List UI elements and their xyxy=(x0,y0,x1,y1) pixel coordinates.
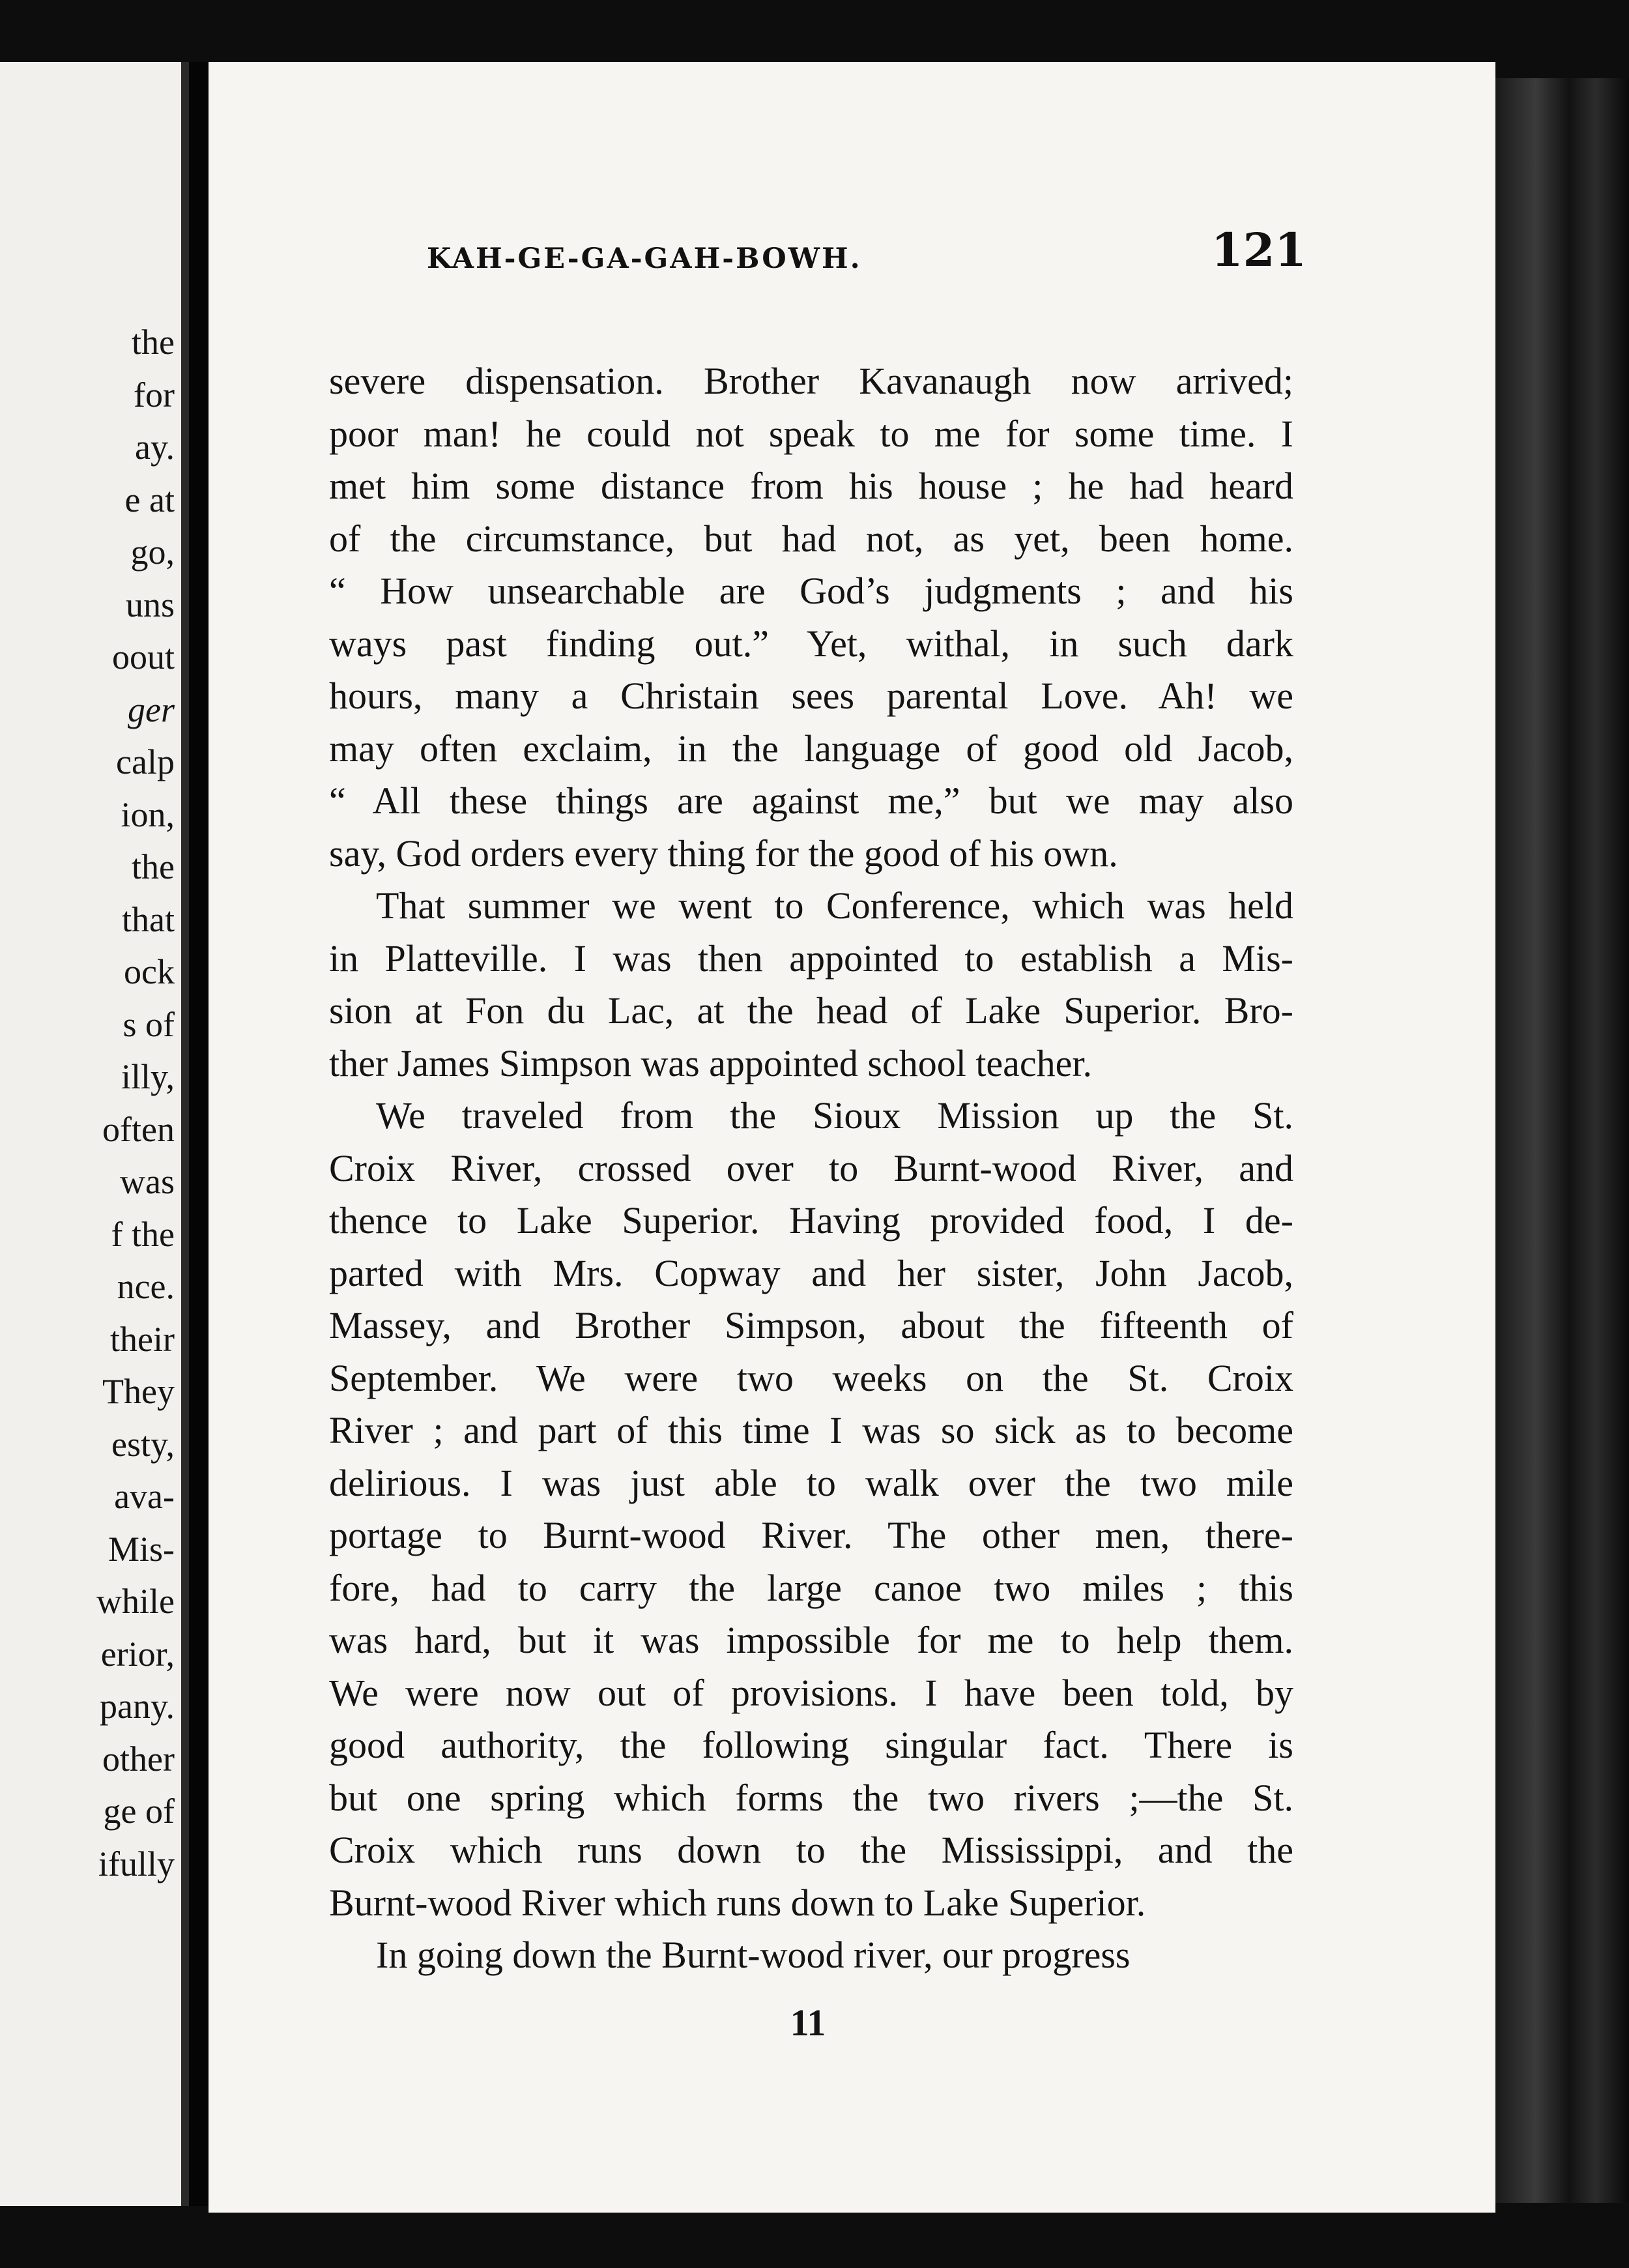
text-line: hours, many a Christain sees parental Love. Ah! we xyxy=(329,675,1293,717)
text-line: We traveled from the Sioux Mission up the St. xyxy=(376,1094,1293,1137)
left-page-line: erior, xyxy=(100,1634,175,1674)
left-page-line: ay. xyxy=(135,428,175,467)
text-line: severe dispensation. Brother Kavanaugh now arrived; xyxy=(329,360,1293,402)
text-line: Croix River, crossed over to Burnt-wood River, and xyxy=(329,1146,1293,1189)
left-page-line: uns xyxy=(125,585,175,624)
text-line: “ All these things are against me,” but we may also xyxy=(329,779,1293,822)
left-page-line: pany. xyxy=(100,1687,175,1726)
text-line: Burnt-wood River which runs down to Lake Superior. xyxy=(329,1881,1146,1924)
text-line: Croix which runs down to the Mississippi, and the xyxy=(329,1829,1293,1871)
left-page-line: Mis- xyxy=(108,1529,175,1569)
text-line: We were now out of provisions. I have been told, by xyxy=(329,1671,1293,1714)
left-page-line: the xyxy=(132,847,175,886)
left-page-fragment xyxy=(0,62,189,2206)
text-line: fore, had to carry the large canoe two miles ; this xyxy=(329,1566,1293,1609)
text-line: good authority, the following singular fact. There is xyxy=(329,1724,1293,1766)
book-gutter xyxy=(189,62,209,2206)
text-line: September. We were two weeks on the St. Croix xyxy=(329,1356,1293,1399)
text-line: poor man! he could not speak to me for some time. I xyxy=(329,412,1293,455)
left-page-line: for xyxy=(134,375,175,414)
signature-mark: 11 xyxy=(790,2001,826,2044)
left-page-line: illy, xyxy=(121,1057,175,1096)
text-line: parted with Mrs. Copway and her sister, John Jacob, xyxy=(329,1251,1293,1294)
left-page-line: was xyxy=(120,1162,175,1201)
text-line: That summer we went to Conference, which was held xyxy=(376,884,1293,927)
text-line: may often exclaim, in the language of good old Jacob, xyxy=(329,727,1293,770)
body-text xyxy=(329,355,1293,1982)
left-page-line: esty, xyxy=(111,1424,175,1464)
left-page-line: their xyxy=(110,1319,175,1359)
left-page-line: They xyxy=(102,1372,175,1411)
text-line: portage to Burnt-wood River. The other men, there- xyxy=(329,1514,1293,1556)
text-line: sion at Fon du Lac, at the head of Lake Superior. Bro- xyxy=(329,989,1293,1032)
left-page-line: ion, xyxy=(121,794,175,834)
page-stack-edge xyxy=(1495,78,1629,2203)
left-page-line: that xyxy=(122,899,175,939)
left-page-line: oout xyxy=(111,637,175,676)
text-line: say, God orders every thing for the good of his own. xyxy=(329,832,1118,875)
left-page-line: calp xyxy=(116,742,175,781)
text-line: but one spring which forms the two rivers ;—the St. xyxy=(329,1776,1293,1819)
left-page-line: ger xyxy=(128,690,175,729)
text-line: ways past finding out.” Yet, withal, in such dark xyxy=(329,622,1293,665)
text-line: was hard, but it was impossible for me to help them. xyxy=(329,1619,1293,1661)
text-line: ther James Simpson was appointed school teacher. xyxy=(329,1041,1093,1084)
left-page-line: ock xyxy=(124,952,175,991)
left-page-line: nce. xyxy=(117,1267,175,1306)
left-page-line: e at xyxy=(124,480,175,519)
text-line: River ; and part of this time I was so sick as to become xyxy=(329,1409,1293,1451)
left-page-line: ge of xyxy=(103,1792,175,1831)
text-line: In going down the Burnt-wood river, our progress xyxy=(376,1934,1131,1976)
text-line: met him some distance from his house ; he had heard xyxy=(329,465,1293,507)
left-page-line: ifully xyxy=(98,1844,175,1883)
text-line: delirious. I was just able to walk over the two mile xyxy=(329,1461,1293,1504)
left-page-line: ava- xyxy=(114,1477,175,1516)
text-line: in Platteville. I was then appointed to establish a Mis- xyxy=(329,937,1293,980)
left-page-line: while xyxy=(96,1582,175,1621)
left-page-edge xyxy=(181,62,189,2206)
text-line: Massey, and Brother Simpson, about the fifteenth of xyxy=(329,1304,1293,1346)
text-line: thence to Lake Superior. Having provided food, I de- xyxy=(329,1199,1293,1242)
running-head xyxy=(427,223,1306,288)
left-page-line: go, xyxy=(130,532,175,572)
page-number: 121 xyxy=(1211,223,1306,277)
text-line: “ How unsearchable are God’s judgments ; and his xyxy=(329,570,1293,612)
text-line: of the circumstance, but had not, as yet, been home. xyxy=(329,517,1293,560)
left-page-line: f the xyxy=(111,1214,175,1254)
running-title: KAH-GE-GA-GAH-BOWH. xyxy=(427,242,862,275)
left-page-line: s of xyxy=(123,1004,175,1044)
left-page-line: other xyxy=(102,1739,175,1779)
left-page-line: often xyxy=(102,1109,175,1149)
left-page-line: the xyxy=(132,323,175,362)
